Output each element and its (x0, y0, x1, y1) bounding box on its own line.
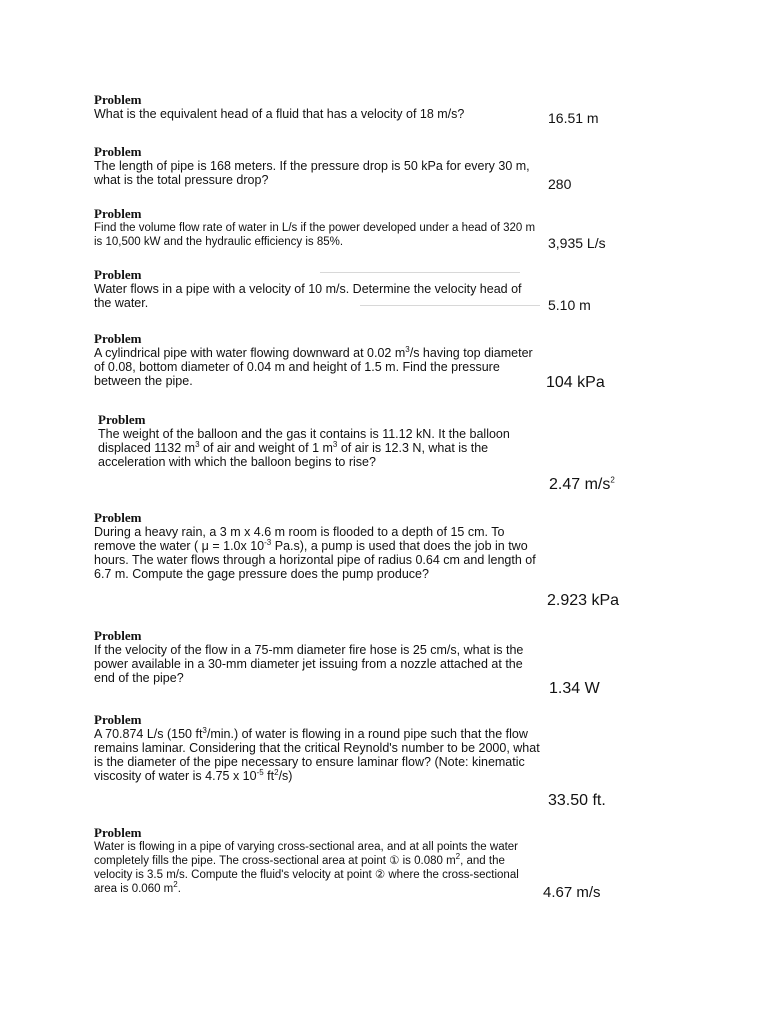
answer-4: 5.10 m (548, 297, 591, 313)
problem-1 (94, 93, 542, 121)
problem-text: The length of pipe is 168 meters. If the pressure drop is 50 kPa for every 30 m, what is the total pressure drop? (94, 159, 530, 187)
problem-heading: Problem (94, 825, 142, 840)
problem-4 (94, 268, 542, 310)
problem-heading: Problem (94, 628, 142, 643)
answer-9: 33.50 ft. (548, 792, 606, 809)
problem-heading: Problem (94, 510, 142, 525)
problem-8 (94, 629, 542, 685)
problem-text: What is the equivalent head of a fluid that has a velocity of 18 m/s? (94, 107, 465, 121)
problem-text: During a heavy rain, a 3 m x 4.6 m room is flooded to a depth of 15 cm. To remove the water ( μ = 1.0x $10^{-3}$ Pa.s), a pump is used that does the job in two hours. The water flows through a horizontal pipe of radius 0.64 cm and length of 6.7 m. Compute the gage pressure does the pump produce? (94, 525, 536, 581)
problem-2 (94, 145, 542, 187)
problem-7 (94, 511, 542, 581)
answer-2: 280 (548, 176, 572, 192)
answer-6: 2.47 $m/s^2$ (549, 475, 615, 493)
problem-heading: Problem (94, 206, 142, 221)
problem-heading: Problem (94, 331, 142, 346)
problem-text: Water is flowing in a pipe of varying cross-sectional area, and at all points the water completely fills the pipe. The cross-sectional area at point ① is 0.080 $m^2$, and the velocity is 3.5 m/s. Compute the fluid's velocity at point ② where the cross-sectional area is 0.060 $m^2$. (94, 841, 519, 895)
problem-text: Water flows in a pipe with a velocity of 10 m/s. Determine the velocity head of the water. (94, 282, 522, 310)
problem-text: A 70.874 L/s (150 $ft^3/\min$.) of water is flowing in a round pipe such that the flow remains laminar. Considering that the critical Reynold's number to be 2000, what is the diameter of the pipe necessary to ensure laminar flow? (Note: kinematic viscosity of water is 4.75 x $10^{-5}$ $ft^2/s$) (94, 725, 540, 783)
problem-9 (94, 713, 542, 783)
answer-5: 104 kPa (546, 374, 605, 391)
problem-text: The weight of the balloon and the gas it contains is 11.12 kN. It the balloon displaced 1132 $m^3$ of air and weight of 1 $m^3$ of air is 12.3 N, what is the acceleration with which the balloon begins to rise? (98, 427, 510, 469)
answer-3: 3,935 L/s (548, 235, 606, 251)
problem-heading: Problem (94, 92, 142, 107)
answer-10: 4.67 m/s (543, 884, 601, 901)
problem-10 (94, 826, 542, 896)
problem-heading: Problem (98, 412, 146, 427)
answer-1: 16.51 m (548, 110, 599, 126)
problem-5 (94, 332, 542, 388)
problem-text: Find the volume flow rate of water in L/s if the power developed under a head of 320 m is 10,500 kW and the hydraulic efficiency is 85%. (94, 222, 536, 248)
problem-6 (98, 413, 546, 469)
problem-text: A cylindrical pipe with water flowing downward at 0.02 $m^3/s$ having top diameter of 0.08, bottom diameter of 0.04 m and height of 1.5 m. Find the pressure between the pipe. (94, 344, 533, 388)
answer-7: 2.923 kPa (547, 592, 620, 609)
problem-heading: Problem (94, 144, 142, 159)
problem-text: If the velocity of the flow in a 75-mm diameter fire hose is 25 cm/s, what is the power available in a 30-mm diameter jet issuing from a nozzle attached at the end of the pipe? (94, 643, 524, 685)
problem-heading: Problem (94, 712, 142, 727)
scan-artifact (360, 305, 540, 306)
scan-artifact (320, 272, 520, 273)
problem-heading: Problem (94, 267, 142, 282)
answer-8: 1.34 W (549, 680, 600, 697)
problem-3 (94, 207, 542, 249)
